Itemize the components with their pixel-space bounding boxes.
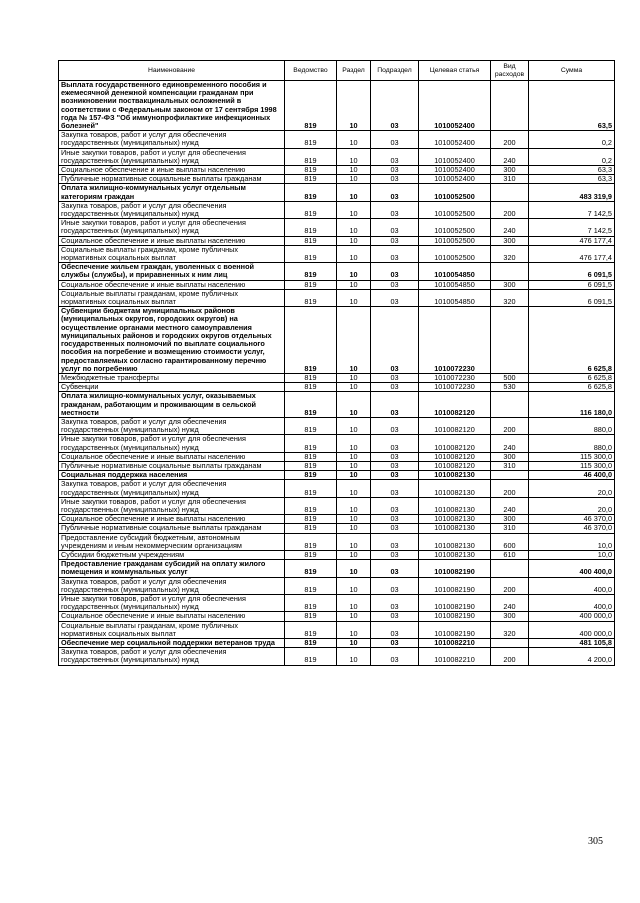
cell-name: Субвенции [59,383,285,392]
cell-target: 1010052500 [419,236,491,245]
cell-type: 610 [491,550,529,559]
cell-type: 300 [491,515,529,524]
table-row [59,184,615,201]
cell-subsection: 03 [371,81,419,131]
cell-target: 1010082130 [419,497,491,514]
cell-target: 1010052400 [419,166,491,175]
cell-sum: 46 370,0 [529,524,615,533]
cell-section: 10 [337,289,371,306]
table-header-row [59,61,615,81]
cell-subsection: 03 [371,280,419,289]
table-row [59,392,615,418]
cell-sum: 20,0 [529,480,615,497]
cell-section: 10 [337,175,371,184]
cell-type: 310 [491,175,529,184]
cell-section: 10 [337,392,371,418]
table-row [59,131,615,148]
cell-type [491,307,529,374]
table-row [59,81,615,131]
cell-dept: 819 [285,166,337,175]
cell-target: 1010052500 [419,219,491,236]
cell-name: Иные закупки товаров, работ и услуг для обеспечения государственных (муниципальных) нужд [59,148,285,165]
cell-section: 10 [337,560,371,577]
cell-name: Социальное обеспечение и иные выплаты населению [59,452,285,461]
cell-target: 1010052400 [419,175,491,184]
cell-type: 240 [491,594,529,611]
table-row [59,201,615,218]
cell-subsection: 03 [371,533,419,550]
cell-target: 1010082210 [419,639,491,648]
cell-name: Закупка товаров, работ и услуг для обеспечения государственных (муниципальных) нужд [59,648,285,665]
cell-dept: 819 [285,81,337,131]
cell-type: 500 [491,373,529,382]
cell-sum: 63,5 [529,81,615,131]
cell-dept: 819 [285,263,337,280]
cell-sum: 0,2 [529,131,615,148]
cell-subsection: 03 [371,236,419,245]
cell-dept: 819 [285,497,337,514]
cell-subsection: 03 [371,461,419,470]
cell-target: 1010052400 [419,148,491,165]
cell-sum: 400 000,0 [529,621,615,638]
cell-subsection: 03 [371,435,419,452]
cell-sum: 20,0 [529,497,615,514]
cell-sum: 483 319,9 [529,184,615,201]
cell-section: 10 [337,417,371,434]
cell-dept: 819 [285,560,337,577]
cell-dept: 819 [285,533,337,550]
cell-name: Иные закупки товаров, работ и услуг для обеспечения государственных (муниципальных) нужд [59,219,285,236]
cell-type [491,263,529,280]
cell-dept: 819 [285,219,337,236]
cell-target: 1010072230 [419,307,491,374]
cell-sum: 115 300,0 [529,461,615,470]
cell-type [491,471,529,480]
cell-section: 10 [337,639,371,648]
cell-section: 10 [337,81,371,131]
budget-table-sheet [58,60,614,666]
cell-sum: 4 200,0 [529,648,615,665]
cell-subsection: 03 [371,417,419,434]
cell-dept: 819 [285,435,337,452]
table-row [59,550,615,559]
cell-target: 1010054850 [419,289,491,306]
cell-subsection: 03 [371,201,419,218]
cell-type: 200 [491,131,529,148]
cell-section: 10 [337,550,371,559]
cell-section: 10 [337,166,371,175]
cell-dept: 819 [285,471,337,480]
cell-target: 1010052500 [419,201,491,218]
cell-name: Закупка товаров, работ и услуг для обеспечения государственных (муниципальных) нужд [59,201,285,218]
cell-type: 320 [491,245,529,262]
cell-subsection: 03 [371,219,419,236]
cell-sum: 400,0 [529,577,615,594]
cell-type: 240 [491,435,529,452]
cell-target: 1010072230 [419,373,491,382]
cell-sum: 476 177,4 [529,236,615,245]
table-row [59,612,615,621]
cell-target: 1010054850 [419,263,491,280]
cell-name: Публичные нормативные социальные выплаты гражданам [59,175,285,184]
cell-sum: 63,3 [529,175,615,184]
table-row [59,373,615,382]
cell-dept: 819 [285,417,337,434]
cell-target: 1010082120 [419,435,491,452]
cell-type: 310 [491,461,529,470]
cell-dept: 819 [285,550,337,559]
cell-sum: 6 091,5 [529,289,615,306]
cell-name: Социальное обеспечение и иные выплаты населению [59,236,285,245]
cell-dept: 819 [285,201,337,218]
cell-subsection: 03 [371,383,419,392]
table-row [59,236,615,245]
cell-subsection: 03 [371,480,419,497]
cell-target: 1010082130 [419,524,491,533]
header-target: Целевая статья [419,61,491,81]
table-row [59,175,615,184]
cell-name: Предоставление гражданам субсидий на оплату жилого помещения и коммунальных услуг [59,560,285,577]
cell-type: 320 [491,621,529,638]
cell-section: 10 [337,219,371,236]
cell-dept: 819 [285,594,337,611]
cell-dept: 819 [285,392,337,418]
cell-type: 530 [491,383,529,392]
cell-name: Межбюджетные трансферты [59,373,285,382]
table-row [59,497,615,514]
cell-name: Публичные нормативные социальные выплаты гражданам [59,524,285,533]
cell-type: 200 [491,480,529,497]
table-row [59,307,615,374]
cell-subsection: 03 [371,524,419,533]
cell-name: Закупка товаров, работ и услуг для обеспечения государственных (муниципальных) нужд [59,577,285,594]
table-row [59,594,615,611]
cell-type: 240 [491,148,529,165]
cell-subsection: 03 [371,560,419,577]
table-row [59,621,615,638]
cell-type: 240 [491,219,529,236]
cell-name: Социальная поддержка населения [59,471,285,480]
cell-section: 10 [337,452,371,461]
cell-sum: 7 142,5 [529,201,615,218]
cell-subsection: 03 [371,263,419,280]
header-subsection: Подраздел [371,61,419,81]
cell-type: 300 [491,236,529,245]
cell-section: 10 [337,263,371,280]
cell-sum: 115 300,0 [529,452,615,461]
cell-sum: 6 091,5 [529,280,615,289]
cell-dept: 819 [285,184,337,201]
cell-sum: 6 091,5 [529,263,615,280]
budget-table [58,60,615,666]
page-number: 305 [588,836,603,847]
table-body [59,81,615,666]
cell-name: Иные закупки товаров, работ и услуг для обеспечения государственных (муниципальных) нужд [59,435,285,452]
cell-section: 10 [337,148,371,165]
cell-name: Социальные выплаты гражданам, кроме публичных нормативных социальных выплат [59,621,285,638]
cell-target: 1010052500 [419,184,491,201]
cell-sum: 400 400,0 [529,560,615,577]
cell-target: 1010082190 [419,577,491,594]
cell-subsection: 03 [371,148,419,165]
table-row [59,219,615,236]
cell-type: 200 [491,648,529,665]
header-section: Раздел [337,61,371,81]
cell-subsection: 03 [371,515,419,524]
cell-target: 1010082120 [419,461,491,470]
table-row [59,639,615,648]
cell-subsection: 03 [371,166,419,175]
cell-dept: 819 [285,480,337,497]
cell-name: Субвенции бюджетам муниципальных районов (муниципальных округов, городских округов) на осуществление органами местного самоуправления муниципальных районов и городских округов отдельных государственных полномочий по выплате социального пособия на погребение и возмещению стоимости услуг, предоставляемых согласно гарантированному перечню услуг по погребению [59,307,285,374]
table-row [59,417,615,434]
cell-section: 10 [337,435,371,452]
table-row [59,533,615,550]
table-row [59,648,615,665]
cell-type: 200 [491,201,529,218]
cell-name: Социальное обеспечение и иные выплаты населению [59,612,285,621]
cell-section: 10 [337,373,371,382]
cell-section: 10 [337,236,371,245]
cell-type [491,184,529,201]
table-row [59,245,615,262]
cell-dept: 819 [285,148,337,165]
cell-section: 10 [337,184,371,201]
cell-sum: 476 177,4 [529,245,615,262]
table-row [59,383,615,392]
cell-dept: 819 [285,245,337,262]
cell-name: Оплата жилищно-коммунальных услуг отдельным категориям граждан [59,184,285,201]
cell-target: 1010082130 [419,515,491,524]
cell-target: 1010082120 [419,452,491,461]
cell-section: 10 [337,497,371,514]
cell-sum: 6 625,8 [529,307,615,374]
cell-name: Социальное обеспечение и иные выплаты населению [59,280,285,289]
cell-name: Оплата жилищно-коммунальных услуг, оказываемых гражданам, работающим и проживающим в сельской местности [59,392,285,418]
table-row [59,435,615,452]
table-row [59,480,615,497]
cell-dept: 819 [285,515,337,524]
cell-name: Социальное обеспечение и иные выплаты населению [59,166,285,175]
cell-type: 310 [491,524,529,533]
cell-name: Социальные выплаты гражданам, кроме публичных нормативных социальных выплат [59,245,285,262]
cell-subsection: 03 [371,289,419,306]
table-row [59,166,615,175]
cell-target: 1010082190 [419,621,491,638]
cell-subsection: 03 [371,452,419,461]
cell-name: Социальное обеспечение и иные выплаты населению [59,515,285,524]
table-row [59,280,615,289]
cell-name: Закупка товаров, работ и услуг для обеспечения государственных (муниципальных) нужд [59,131,285,148]
cell-dept: 819 [285,280,337,289]
cell-subsection: 03 [371,245,419,262]
cell-subsection: 03 [371,594,419,611]
cell-subsection: 03 [371,471,419,480]
cell-target: 1010054850 [419,280,491,289]
cell-target: 1010072230 [419,383,491,392]
cell-name: Социальные выплаты гражданам, кроме публичных нормативных социальных выплат [59,289,285,306]
cell-name: Закупка товаров, работ и услуг для обеспечения государственных (муниципальных) нужд [59,417,285,434]
cell-section: 10 [337,471,371,480]
table-row [59,524,615,533]
table-row [59,560,615,577]
table-row [59,577,615,594]
cell-type: 300 [491,280,529,289]
cell-target: 1010052400 [419,131,491,148]
cell-section: 10 [337,245,371,262]
cell-sum: 400,0 [529,594,615,611]
header-name: Наименование [59,61,285,81]
cell-sum: 6 625,8 [529,383,615,392]
cell-section: 10 [337,515,371,524]
cell-type: 240 [491,497,529,514]
cell-target: 1010082130 [419,480,491,497]
cell-target: 1010082130 [419,550,491,559]
cell-type [491,560,529,577]
table-row [59,148,615,165]
cell-subsection: 03 [371,577,419,594]
cell-subsection: 03 [371,307,419,374]
cell-name: Обеспечение мер социальной поддержки ветеранов труда [59,639,285,648]
table-row [59,471,615,480]
cell-name: Обеспечение жильем граждан, уволенных с военной службы (службы), и приравненных к ним лиц [59,263,285,280]
cell-name: Иные закупки товаров, работ и услуг для обеспечения государственных (муниципальных) нужд [59,594,285,611]
cell-sum: 46 370,0 [529,515,615,524]
cell-subsection: 03 [371,550,419,559]
cell-dept: 819 [285,577,337,594]
header-dept: Ведомство [285,61,337,81]
cell-dept: 819 [285,452,337,461]
cell-sum: 6 625,8 [529,373,615,382]
cell-target: 1010082190 [419,594,491,611]
cell-dept: 819 [285,236,337,245]
cell-section: 10 [337,307,371,374]
header-type: Вид расходов [491,61,529,81]
cell-sum: 7 142,5 [529,219,615,236]
cell-type: 200 [491,417,529,434]
cell-sum: 400 000,0 [529,612,615,621]
cell-type: 320 [491,289,529,306]
table-row [59,263,615,280]
cell-dept: 819 [285,289,337,306]
cell-sum: 10,0 [529,550,615,559]
cell-subsection: 03 [371,184,419,201]
cell-dept: 819 [285,383,337,392]
cell-target: 1010082190 [419,612,491,621]
cell-section: 10 [337,480,371,497]
header-sum: Сумма [529,61,615,81]
cell-section: 10 [337,131,371,148]
cell-sum: 880,0 [529,435,615,452]
cell-target: 1010082130 [419,471,491,480]
cell-sum: 0,2 [529,148,615,165]
cell-section: 10 [337,201,371,218]
cell-section: 10 [337,612,371,621]
cell-type [491,81,529,131]
cell-target: 1010082130 [419,533,491,550]
cell-section: 10 [337,524,371,533]
cell-type: 300 [491,452,529,461]
cell-subsection: 03 [371,612,419,621]
cell-target: 1010082120 [419,392,491,418]
cell-dept: 819 [285,639,337,648]
cell-dept: 819 [285,175,337,184]
cell-sum: 46 400,0 [529,471,615,480]
cell-subsection: 03 [371,621,419,638]
cell-target: 1010082210 [419,648,491,665]
cell-dept: 819 [285,373,337,382]
cell-target: 1010052500 [419,245,491,262]
table-row [59,461,615,470]
cell-target: 1010082190 [419,560,491,577]
cell-sum: 10,0 [529,533,615,550]
cell-subsection: 03 [371,392,419,418]
cell-section: 10 [337,648,371,665]
cell-dept: 819 [285,307,337,374]
cell-dept: 819 [285,461,337,470]
cell-dept: 819 [285,131,337,148]
cell-name: Иные закупки товаров, работ и услуг для обеспечения государственных (муниципальных) нужд [59,497,285,514]
cell-dept: 819 [285,524,337,533]
cell-subsection: 03 [371,648,419,665]
cell-section: 10 [337,533,371,550]
cell-name: Закупка товаров, работ и услуг для обеспечения государственных (муниципальных) нужд [59,480,285,497]
cell-name: Публичные нормативные социальные выплаты гражданам [59,461,285,470]
cell-type: 300 [491,612,529,621]
cell-section: 10 [337,621,371,638]
cell-subsection: 03 [371,497,419,514]
cell-name: Выплата государственного единовременного пособия и ежемесячной денежной компенсации гражданам при возникновении поствакцинальных осложнений в соответствии с Федеральным законом от 17 сентября 1998 года № 157-ФЗ "Об иммунопрофилактике инфекционных болезней" [59,81,285,131]
cell-type [491,639,529,648]
cell-type: 600 [491,533,529,550]
cell-type [491,392,529,418]
cell-subsection: 03 [371,131,419,148]
cell-dept: 819 [285,648,337,665]
cell-sum: 116 180,0 [529,392,615,418]
cell-target: 1010082120 [419,417,491,434]
cell-name: Предоставление субсидий бюджетным, автономным учреждениям и иным некоммерческим организациям [59,533,285,550]
cell-section: 10 [337,383,371,392]
cell-section: 10 [337,577,371,594]
cell-name: Субсидии бюджетным учреждениям [59,550,285,559]
cell-sum: 63,3 [529,166,615,175]
cell-subsection: 03 [371,639,419,648]
cell-dept: 819 [285,621,337,638]
cell-type: 200 [491,577,529,594]
cell-sum: 880,0 [529,417,615,434]
cell-type: 300 [491,166,529,175]
cell-section: 10 [337,280,371,289]
cell-dept: 819 [285,612,337,621]
cell-target: 1010052400 [419,81,491,131]
cell-section: 10 [337,594,371,611]
cell-section: 10 [337,461,371,470]
table-row [59,515,615,524]
cell-subsection: 03 [371,373,419,382]
cell-subsection: 03 [371,175,419,184]
table-row [59,289,615,306]
cell-sum: 481 105,8 [529,639,615,648]
table-row [59,452,615,461]
